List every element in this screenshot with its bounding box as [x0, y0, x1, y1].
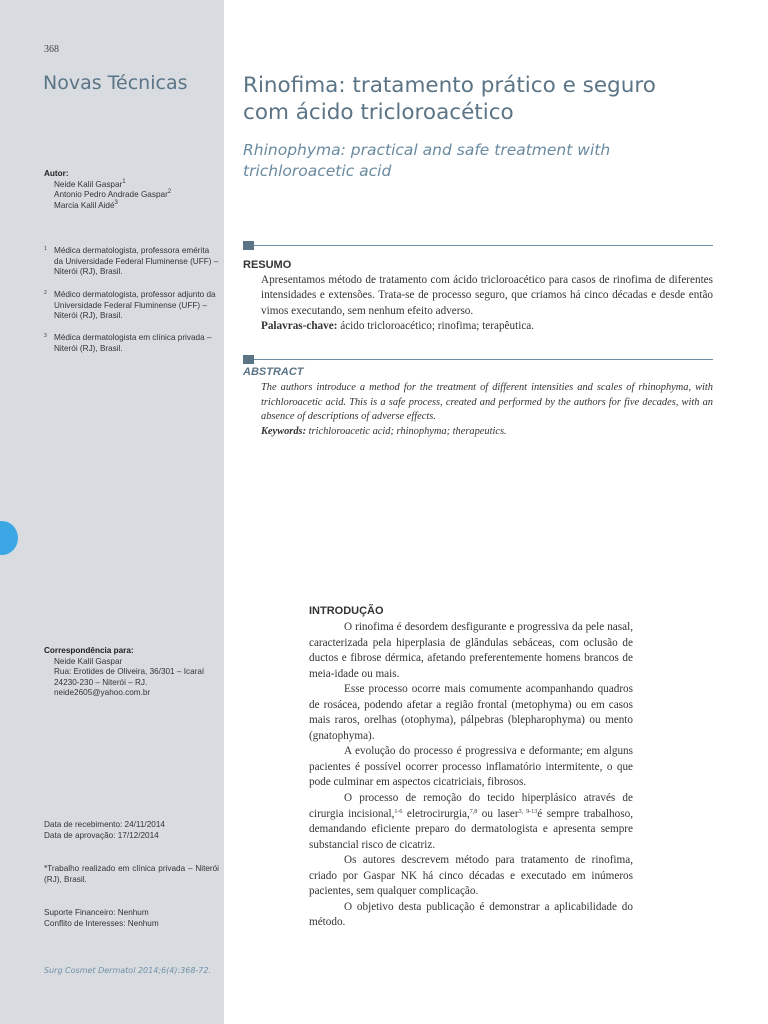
- abstract-text: The authors introduce a method for the treatment of different intensities and scales of rhinophyma, with trichloroacetic acid. This is a safe process, created and performed by the authors for five decades, with an absence of descriptions of adverse effects. Keywords: trichloroacetic acid; rhinophyma; therapeutics.: [261, 382, 713, 437]
- resumo-text: Apresentamos método de tratamento com ácido tricloroacético para casos de rinofima de diferentes intensidades e extensões. Trata-se de processo seguro, que criamos há cinco décadas e desde então vimos executando, sem nenhum efeito adverso. Palavras-chave: ácido tricloroacético; rinofima; terapêutica.: [261, 274, 713, 332]
- paragraph: O objetivo desta publicação é demonstrar a aplicabilidade do método.: [309, 900, 633, 929]
- author-name: Neide Kalil Gaspar$^1$: [54, 178, 126, 189]
- article-title: Rinofima: tratamento prático e seguro com ácido tricloroacético: [243, 73, 656, 125]
- correspondence-line: Neide Kalil Gaspar: [54, 656, 123, 666]
- resumo-divider-marker: [243, 241, 254, 250]
- resumo-heading: RESUMO: [243, 259, 292, 271]
- correspondence-label: Correspondência para:: [44, 646, 134, 655]
- paragraph: A evolução do processo é progressiva e deformante; em alguns pacientes é possível ocorrer processo inflamatório intermitente, o que pode culminar em aspectos cicatriciais, fibrosos.: [309, 745, 633, 789]
- affiliation-2: 2 Médico dermatologista, professor adjunto da Universidade Federal Fluminense (UFF) – Niterói (RJ), Brasil.: [44, 290, 216, 321]
- received-date: Data de recebimento: 24/11/2014: [44, 820, 165, 829]
- correspondence-email: neide2605@yahoo.com.br: [54, 688, 151, 698]
- author-name: Antonio Pedro Andrade Gaspar$^2$: [54, 189, 172, 200]
- paragraph: Os autores descrevem método para tratamento de rinofima, criado por Gaspar NK há cinco décadas e executado em inúmeros pacientes, sem qualquer complicação.: [309, 854, 633, 898]
- correspondence-line: 24230-230 – Niterói – RJ.: [54, 677, 148, 687]
- author-name: Marcia Kalil Aidé$^3$: [54, 199, 118, 210]
- correspondence-block: [44, 646, 204, 699]
- abstract-heading: ABSTRACT: [243, 366, 304, 378]
- paragraph: Esse processo ocorre mais comumente acompanhando quadros de rosácea, podendo afetar a região frontal (metophyma) ou em casos mais raros, orelhas (otophyma), pálpebras (blepharophyma) ou mento (gnatophyma).: [309, 683, 633, 742]
- introduction-heading: INTRODUÇÃO: [309, 605, 384, 617]
- article-title-english: Rhinophyma: practical and safe treatment with trichloroacetic acid: [243, 141, 611, 180]
- affiliation-3: 3 Médica dermatologista em clínica privada – Niterói (RJ), Brasil.: [44, 333, 212, 353]
- abstract-divider-marker: [243, 355, 254, 364]
- authors-block: [44, 169, 171, 211]
- funding-conflict: Conflito de Interesses: Nenhum: [44, 918, 159, 928]
- keywords-label: Palavras-chave:: [261, 319, 338, 332]
- introduction-body: [309, 620, 633, 931]
- page-number: 368: [44, 44, 59, 55]
- affiliation-1: 1 Médica dermatologista, professora emérita da Universidade Federal Fluminense (UFF) – Niterói (RJ), Brasil.: [44, 246, 219, 277]
- keywords: ácido tricloroacético; rinofima; terapêutica.: [340, 319, 535, 332]
- funding-block: [44, 908, 159, 929]
- paragraph: O processo de remoção do tecido hiperplásico através de cirurgia incisional,$^{1-6}$ eletrocirurgia,$^{7,8}$ ou laser$^{3, 9-13}$é sempre trabalhoso, demandando eficiente preparo do dermatologista e apresenta sempre substancial risco de cicatriz.: [309, 792, 633, 851]
- abstract-divider: [243, 359, 713, 360]
- section-title: Novas Técnicas: [43, 72, 188, 94]
- approved-date: Data de aprovação: 17/12/2014: [44, 830, 159, 840]
- work-note: *Trabalho realizado em clínica privada – Niterói (RJ), Brasil.: [44, 864, 219, 884]
- keywords-en: trichloroacetic acid; rhinophyma; therapeutics.: [308, 425, 507, 437]
- keywords-label-en: Keywords:: [261, 425, 307, 437]
- correspondence-line: Rua: Erotides de Oliveira, 36/301 – Icaraí: [54, 667, 205, 677]
- dates-block: [44, 820, 165, 841]
- authors-label: Autor:: [44, 169, 69, 178]
- resumo-divider: [243, 245, 713, 246]
- funding-support: Suporte Financeiro: Nenhum: [44, 908, 149, 917]
- journal-reference: Surg Cosmet Dermatol 2014;6(4):368-72.: [44, 966, 212, 975]
- paragraph: O rinofima é desordem desfigurante e progressiva da pele nasal, caracterizada pela hiperplasia de glândulas sebáceas, com oclusão de ductos e fibrose dérmica, afetando preferentemente homens brancos de meia-idade ou mais.: [309, 621, 633, 680]
